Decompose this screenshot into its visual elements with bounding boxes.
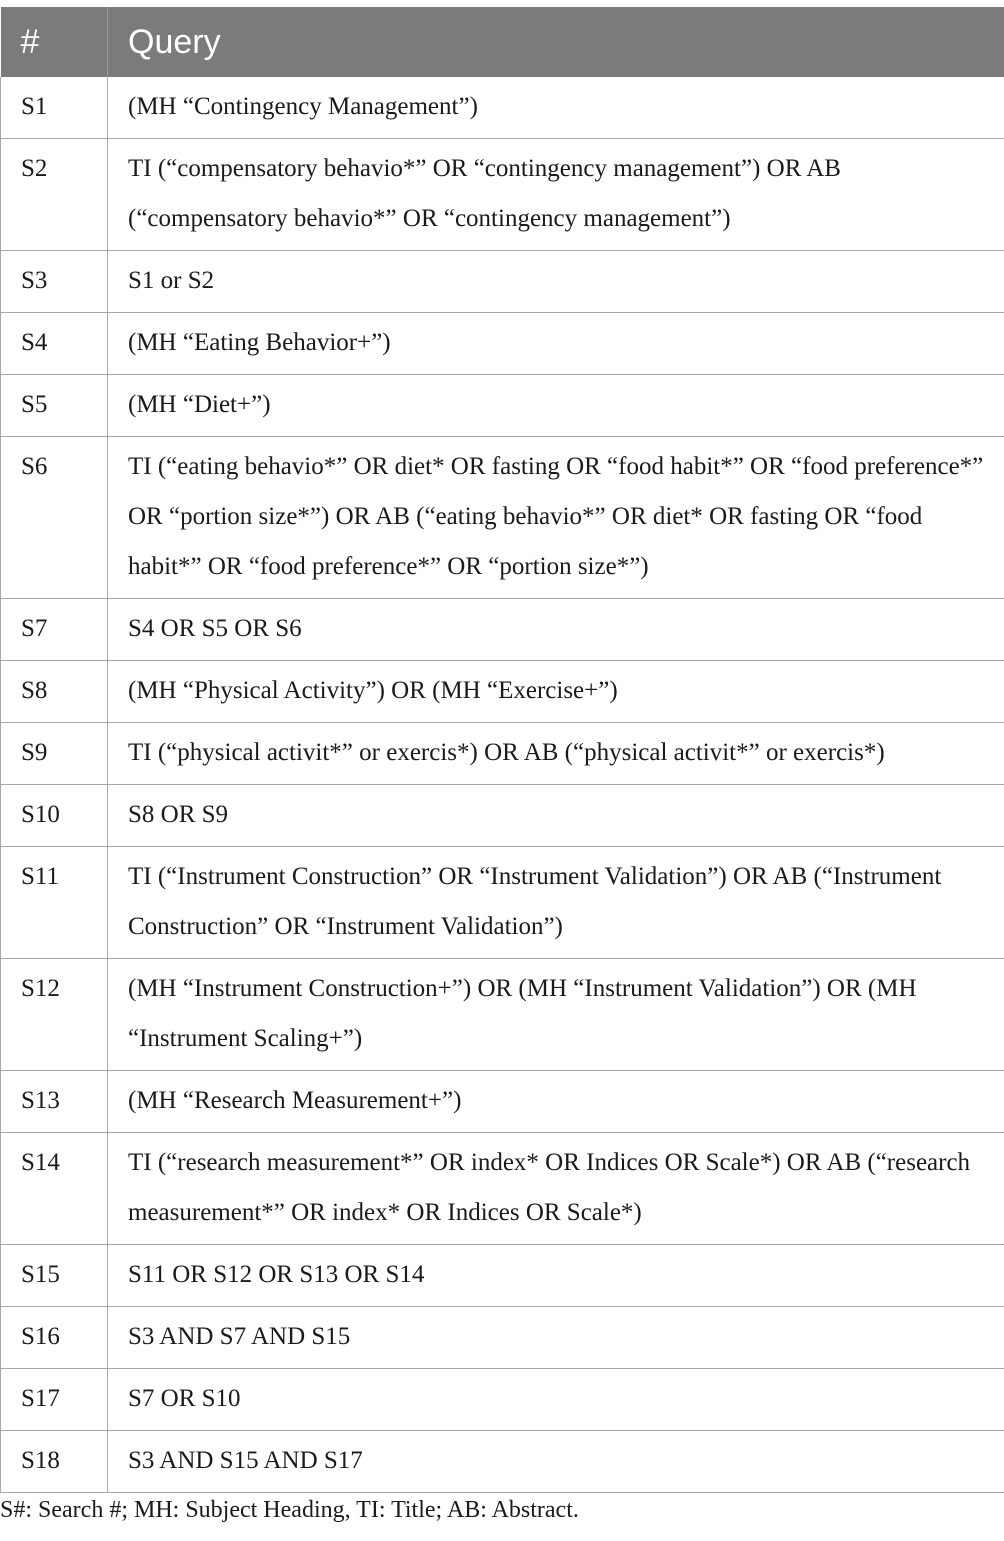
search-id: S13 [1, 1071, 108, 1133]
search-query: S3 AND S15 AND S17 [108, 1431, 1004, 1493]
table-row [1, 661, 1004, 723]
header-row [1, 7, 1004, 77]
search-id: S7 [1, 599, 108, 661]
table-row [1, 599, 1004, 661]
table-row [1, 437, 1004, 599]
search-id: S4 [1, 313, 108, 375]
search-query: S8 OR S9 [108, 785, 1004, 847]
table-row [1, 1245, 1004, 1307]
search-id: S15 [1, 1245, 108, 1307]
table-row [1, 847, 1004, 959]
search-query: (MH “Research Measurement+”) [108, 1071, 1004, 1133]
search-query: (MH “Diet+”) [108, 375, 1004, 437]
table-row [1, 723, 1004, 785]
search-query: TI (“eating behavio*” OR diet* OR fasting OR “food habit*” OR “food preference*” OR “portion size*”) OR AB (“eating behavio*” OR diet* OR fasting OR “food habit*” OR “food preference*” OR “portion size*”) [108, 437, 1004, 599]
search-id: S11 [1, 847, 108, 959]
table-header [1, 7, 1004, 77]
search-query-table-container [0, 7, 1004, 1493]
table-body [1, 77, 1004, 1493]
search-query: TI (“physical activit*” or exercis*) OR AB (“physical activit*” or exercis*) [108, 723, 1004, 785]
search-query: (MH “Physical Activity”) OR (MH “Exercise+”) [108, 661, 1004, 723]
table-row [1, 313, 1004, 375]
search-query: (MH “Contingency Management”) [108, 77, 1004, 139]
table-row [1, 1307, 1004, 1369]
search-query: TI (“Instrument Construction” OR “Instrument Validation”) OR AB (“Instrument Construction” OR “Instrument Validation”) [108, 847, 1004, 959]
table-row [1, 1133, 1004, 1245]
search-query: S3 AND S7 AND S15 [108, 1307, 1004, 1369]
header-query: Query [108, 7, 1004, 77]
search-id: S18 [1, 1431, 108, 1493]
search-id: S5 [1, 375, 108, 437]
search-query: S1 or S2 [108, 251, 1004, 313]
table-footnote: S#: Search #; MH: Subject Heading, TI: Title; AB: Abstract. [0, 1497, 579, 1523]
search-id: S2 [1, 139, 108, 251]
search-id: S8 [1, 661, 108, 723]
table-row [1, 1369, 1004, 1431]
search-id: S14 [1, 1133, 108, 1245]
search-query: S7 OR S10 [108, 1369, 1004, 1431]
search-query: S4 OR S5 OR S6 [108, 599, 1004, 661]
table-row [1, 1071, 1004, 1133]
table-row [1, 959, 1004, 1071]
search-query: TI (“compensatory behavio*” OR “contingency management”) OR AB (“compensatory behavio*” OR “contingency management”) [108, 139, 1004, 251]
table-row [1, 139, 1004, 251]
search-query: (MH “Instrument Construction+”) OR (MH “Instrument Validation”) OR (MH “Instrument Scaling+”) [108, 959, 1004, 1071]
search-id: S17 [1, 1369, 108, 1431]
table-row [1, 251, 1004, 313]
search-id: S12 [1, 959, 108, 1071]
table-row [1, 785, 1004, 847]
search-id: S16 [1, 1307, 108, 1369]
table-row [1, 375, 1004, 437]
search-id: S6 [1, 437, 108, 599]
search-query: (MH “Eating Behavior+”) [108, 313, 1004, 375]
search-id: S3 [1, 251, 108, 313]
search-query-table [0, 7, 1004, 1493]
search-id: S1 [1, 77, 108, 139]
table-row [1, 77, 1004, 139]
search-query: S11 OR S12 OR S13 OR S14 [108, 1245, 1004, 1307]
search-query: TI (“research measurement*” OR index* OR Indices OR Scale*) OR AB (“research measurement*” OR index* OR Indices OR Scale*) [108, 1133, 1004, 1245]
search-id: S9 [1, 723, 108, 785]
header-number: # [1, 7, 108, 77]
search-id: S10 [1, 785, 108, 847]
table-row [1, 1431, 1004, 1493]
